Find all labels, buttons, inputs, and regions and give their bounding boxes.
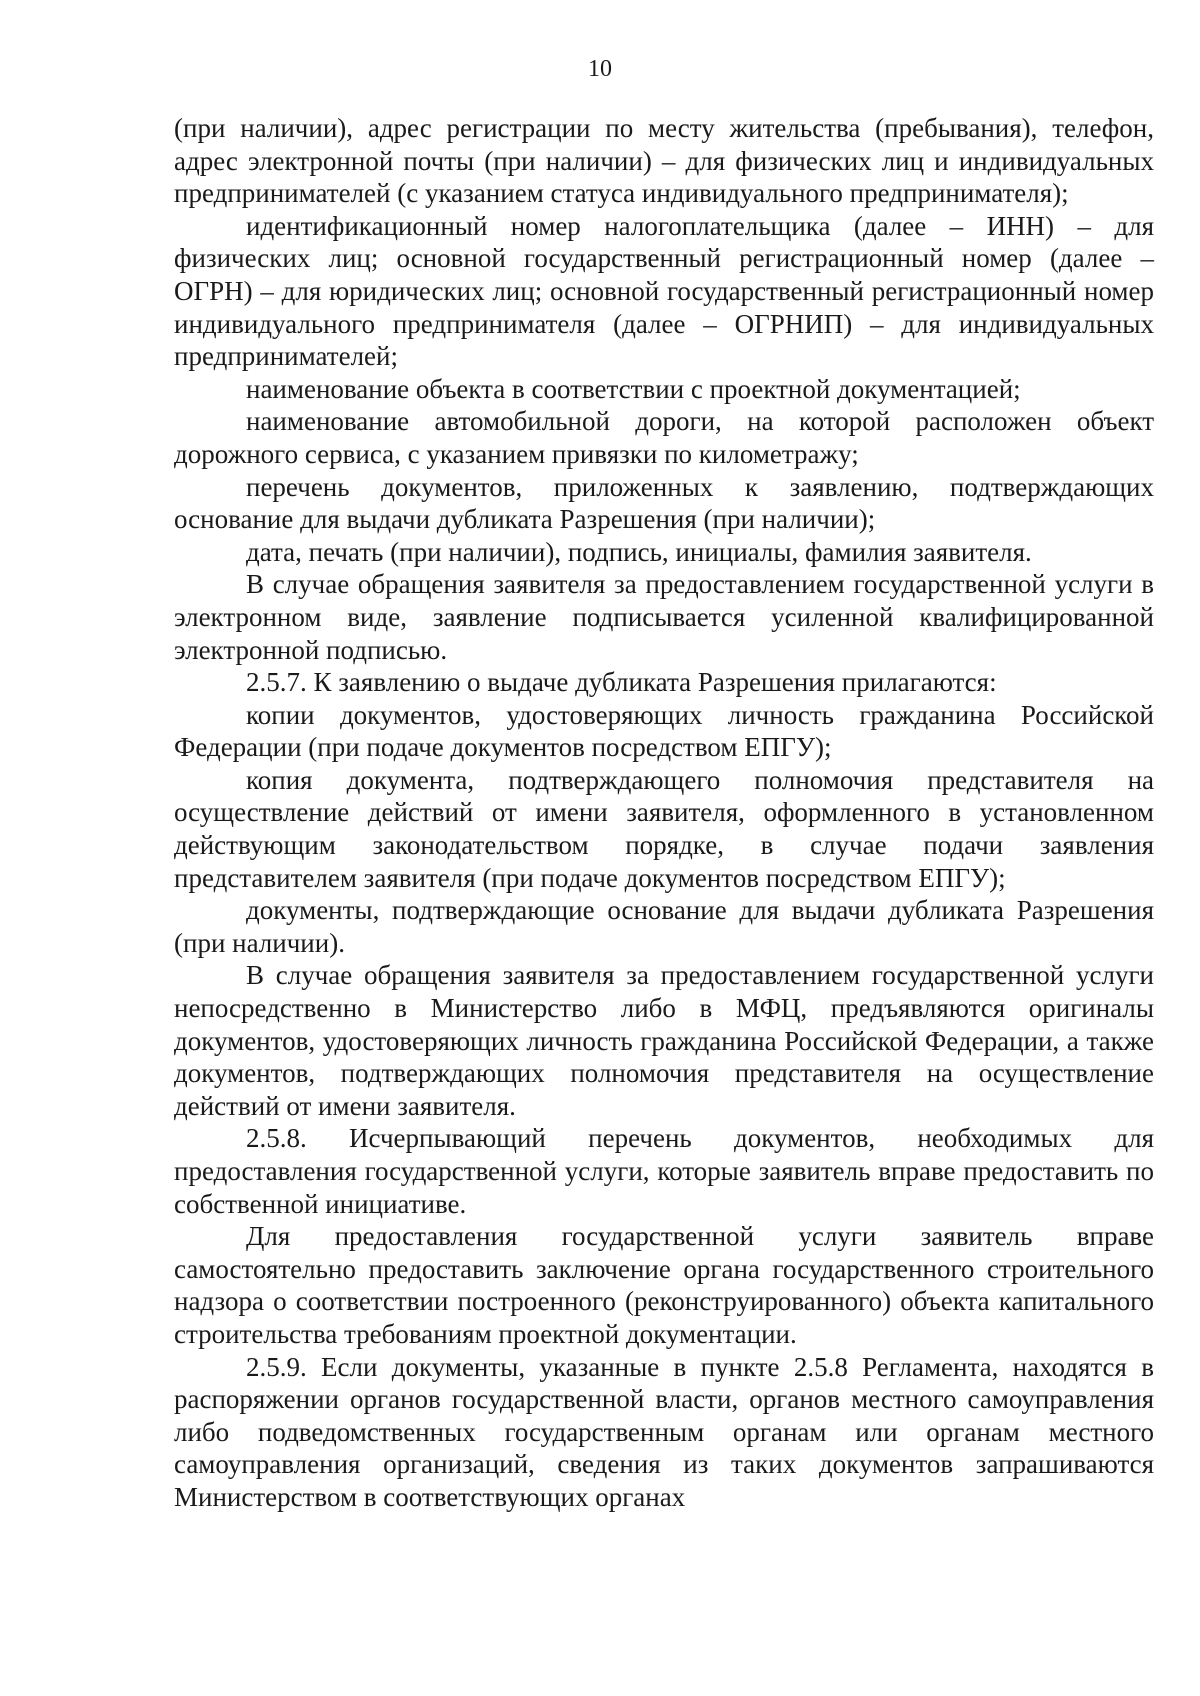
- paragraph-object-name: наименование объекта в соответствии с проектной документацией;: [246, 373, 1021, 404]
- paragraph-representative-copy: копия документа, подтверждающего полномочия представителя на осуществление действий от имени заявителя, оформленного в установленном действующим законодательством порядке, в случае подачи заявления представителем заявителя (при подаче документов посредством ЕПГУ);: [174, 764, 1154, 893]
- page-number: 10: [588, 56, 612, 82]
- paragraph-originals: В случае обращения заявителя за предоставлением государственной услуги непосредственно в Министерство либо в МФЦ, предъявляются оригиналы документов, удостоверяющих личность гражданина Российской Федерации, а также документов, подтверждающих полномочия представителя на осуществление действий от имени заявителя.: [174, 960, 1154, 1121]
- paragraph-basis-documents: документы, подтверждающие основание для выдачи дубликата Разрешения (при наличии).: [174, 895, 1154, 958]
- paragraph-date-signature: дата, печать (при наличии), подпись, инициалы, фамилия заявителя.: [246, 536, 1032, 567]
- body-text: [174, 112, 1154, 1514]
- paragraph-identity-copies: копии документов, удостоверяющих личность гражданина Российской Федерации (при подаче документов посредством ЕПГУ);: [174, 699, 1154, 763]
- paragraph-documents-list: перечень документов, приложенных к заявлению, подтверждающих основание для выдачи дубликата Разрешения (при наличии);: [174, 471, 1154, 535]
- paragraph-electronic-signature: В случае обращения заявителя за предоставлением государственной услуги в электронном виде, заявление подписывается усиленной квалифицированной электронной подписью.: [174, 569, 1154, 665]
- paragraph-inn-ogrn: идентификационный номер налогоплательщика (далее – ИНН) – для физических лиц; основной государственный регистрационный номер (далее – ОГРН) – для юридических лиц; основной государственный регистрационный номер индивидуального предпринимателя (далее – ОГРНИП) – для индивидуальных предпринимателей;: [174, 210, 1154, 372]
- paragraph-2-5-8: 2.5.8. Исчерпывающий перечень документов, необходимых для предоставления государственной услуги, которые заявитель вправе предоставить по собственной инициативе.: [174, 1123, 1154, 1219]
- paragraph-road-name: наименование автомобильной дороги, на которой расположен объект дорожного сервиса, с указанием привязки по километражу;: [174, 406, 1154, 469]
- paragraph-2-5-7: 2.5.7. К заявлению о выдаче дубликата Разрешения прилагаются:: [246, 667, 997, 698]
- paragraph-2-5-9: 2.5.9. Если документы, указанные в пункте 2.5.8 Регламента, находятся в распоряжении органов государственной власти, органов местного самоуправления либо подведомственных государственным органам или органам местного самоуправления организаций, сведения из таких документов запрашиваются Министерством в соответствующих органах: [174, 1351, 1154, 1512]
- paragraph-supervision-conclusion: Для предоставления государственной услуги заявитель вправе самостоятельно предоставить заключение органа государственного строительного надзора о соответствии построенного (реконструированного) объекта капитального строительства требованиям проектной документации.: [174, 1221, 1154, 1349]
- paragraph-applicant-contacts: (при наличии), адрес регистрации по месту жительства (пребывания), телефон, адрес электронной почты (при наличии) – для физических лиц и индивидуальных предпринимателей (с указанием статуса индивидуального предпринимателя);: [174, 113, 1154, 209]
